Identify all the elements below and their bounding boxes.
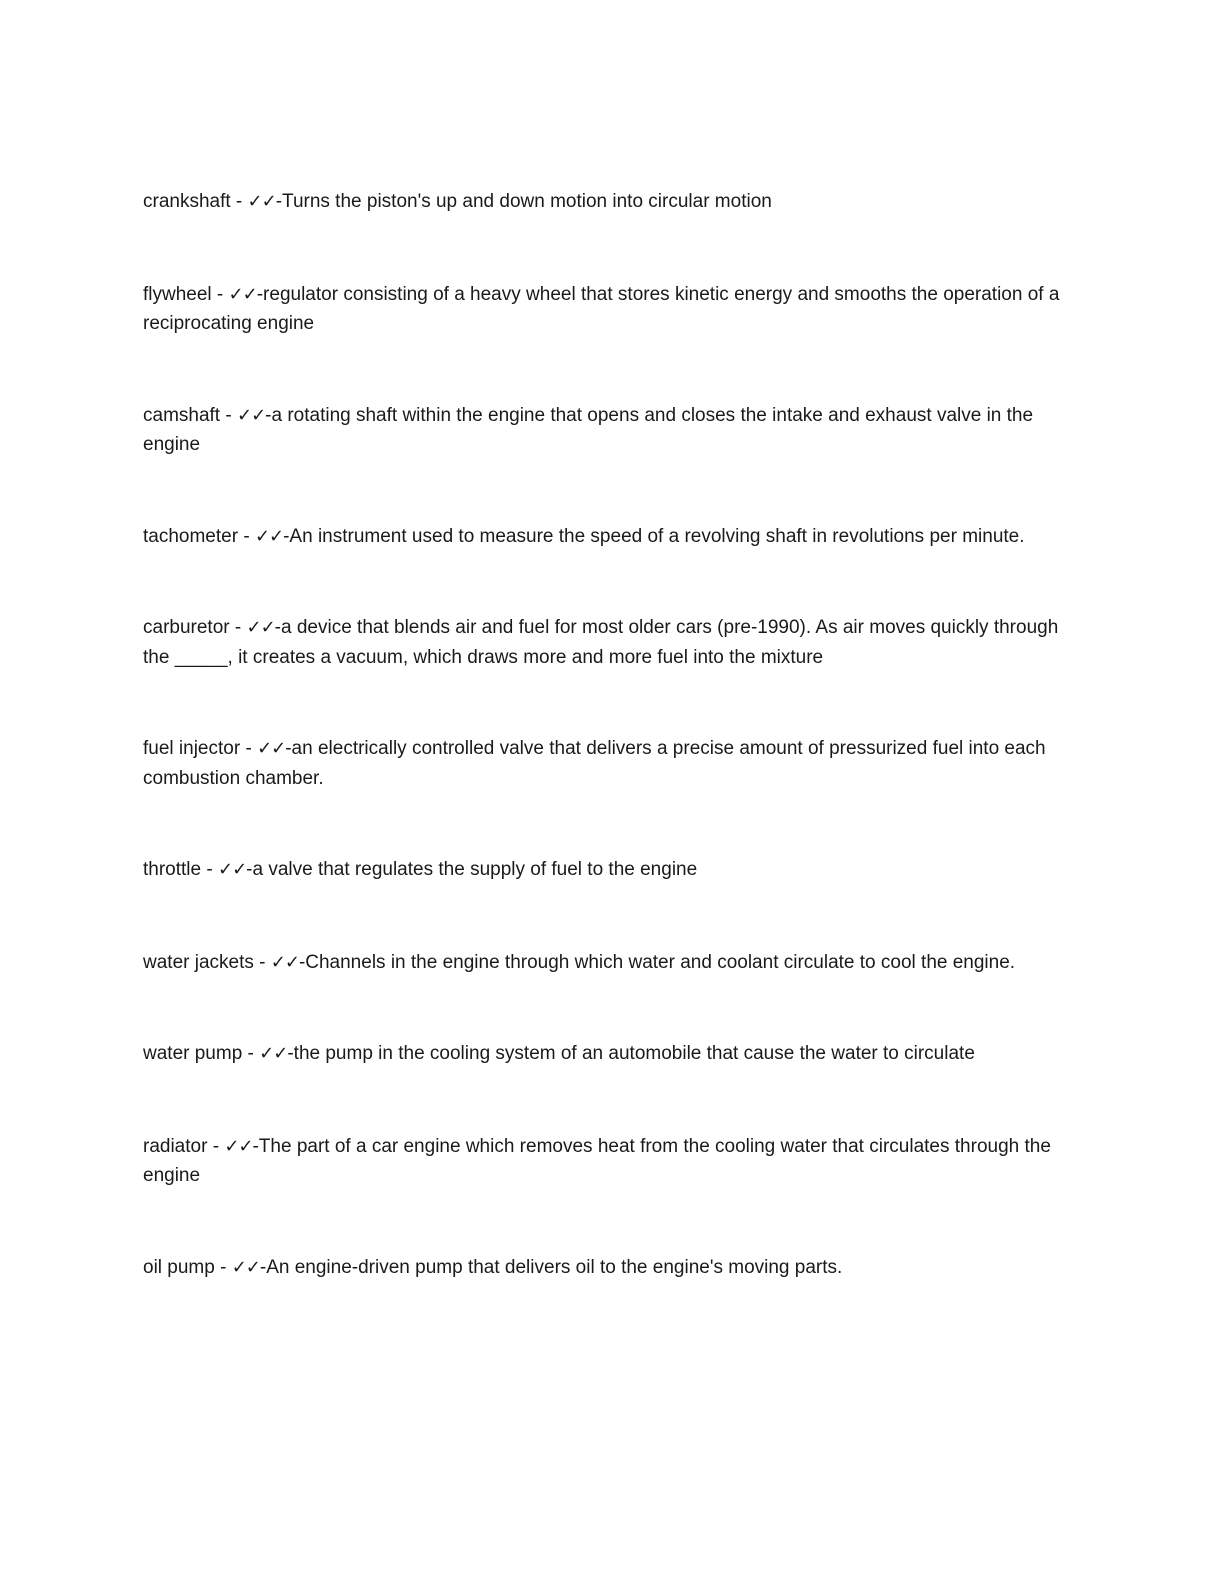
glossary-entry-camshaft xyxy=(143,401,1068,460)
entry-definition: -an electrically controlled valve that delivers a precise amount of pressurized fuel into each combustion chamber. xyxy=(143,738,1046,789)
glossary-entry-crankshaft xyxy=(143,187,1068,217)
entry-definition: -a device that blends air and fuel for most older cars (pre-1990). As air moves quickly through the _____, it creates a vacuum, which draws more and more fuel into the mixture xyxy=(143,617,1059,668)
glossary-entry-oil-pump xyxy=(143,1253,1068,1283)
double-check-icon: ✓✓ xyxy=(254,525,284,547)
glossary-entry-carburetor xyxy=(143,613,1068,672)
entry-separator: - xyxy=(240,738,258,759)
glossary-entry-radiator xyxy=(143,1132,1068,1191)
double-check-icon: ✓✓ xyxy=(247,191,276,212)
entry-definition: -regulator consisting of a heavy wheel that stores kinetic energy and smooths the operation of a reciprocating engine xyxy=(143,283,1060,334)
entry-separator: - xyxy=(214,1256,232,1278)
entry-definition: -Channels in the engine through which water and coolant circulate to cool the engine. xyxy=(298,951,1016,973)
double-check-icon: ✓✓ xyxy=(259,1043,288,1064)
entry-term: water jackets xyxy=(143,951,254,973)
double-check-icon: ✓✓ xyxy=(257,738,286,759)
entry-term: radiator xyxy=(143,1135,208,1157)
glossary-entry-tachometer xyxy=(143,522,1068,552)
entry-separator: - xyxy=(230,191,248,212)
entry-term: tachometer xyxy=(143,525,239,547)
glossary-entry-water-pump xyxy=(143,1039,1068,1069)
entry-term: flywheel xyxy=(143,283,212,305)
entry-definition: -Turns the piston's up and down motion into circular motion xyxy=(275,191,772,212)
glossary-entry-fuel-injector xyxy=(143,734,1068,793)
entry-separator: - xyxy=(220,404,237,426)
entry-definition: -the pump in the cooling system of an automobile that cause the water to circulate xyxy=(287,1043,975,1064)
entry-term: crankshaft xyxy=(143,191,231,212)
double-check-icon: ✓✓ xyxy=(236,404,266,426)
double-check-icon: ✓✓ xyxy=(231,1256,260,1278)
entry-term: camshaft xyxy=(143,404,221,426)
entry-definition: -An engine-driven pump that delivers oil to the engine's moving parts. xyxy=(259,1256,843,1278)
glossary-entry-water-jackets xyxy=(143,948,1068,978)
entry-definition: -a valve that regulates the supply of fuel to the engine xyxy=(246,859,698,880)
glossary-entry-throttle xyxy=(143,855,1068,885)
double-check-icon: ✓✓ xyxy=(246,617,275,638)
entry-separator: - xyxy=(229,617,247,638)
double-check-icon: ✓✓ xyxy=(228,283,257,305)
entry-term: carburetor xyxy=(143,617,230,638)
entry-separator: - xyxy=(242,1043,260,1064)
double-check-icon: ✓✓ xyxy=(224,1135,253,1157)
entry-definition: -The part of a car engine which removes heat from the cooling water that circulates through the engine xyxy=(143,1135,1051,1186)
entry-term: oil pump xyxy=(143,1256,215,1278)
glossary-list xyxy=(143,187,1068,1282)
entry-separator: - xyxy=(253,951,271,973)
double-check-icon: ✓✓ xyxy=(270,951,299,973)
entry-term: throttle xyxy=(143,859,202,880)
entry-separator: - xyxy=(201,859,218,880)
entry-separator: - xyxy=(211,283,229,305)
glossary-entry-flywheel xyxy=(143,280,1068,339)
entry-definition: -An instrument used to measure the speed of a revolving shaft in revolutions per minute. xyxy=(283,525,1025,547)
entry-separator: - xyxy=(238,525,255,547)
entry-term: water pump xyxy=(143,1043,243,1064)
entry-separator: - xyxy=(207,1135,225,1157)
double-check-icon: ✓✓ xyxy=(217,859,247,880)
entry-term: fuel injector xyxy=(143,738,241,759)
entry-definition: -a rotating shaft within the engine that opens and closes the intake and exhaust valve in the engine xyxy=(143,404,1034,455)
